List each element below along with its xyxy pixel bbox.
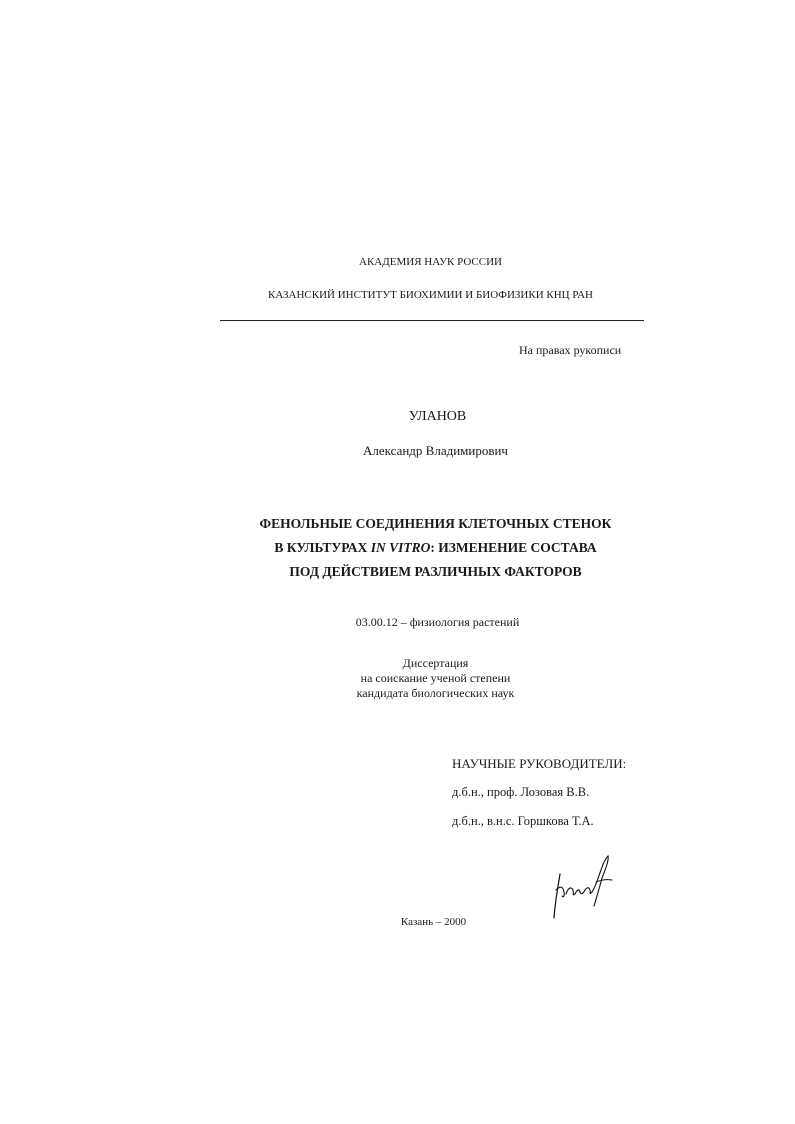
author-given-names: Александр Владимирович <box>363 443 508 458</box>
city-year: Казань – 2000 <box>400 916 467 928</box>
title-line-1: ФЕНОЛЬНЫЕ СОЕДИНЕНИЯ КЛЕТОЧНЫХ СТЕНОК <box>259 516 612 531</box>
author-surname: УЛАНОВ <box>408 409 467 424</box>
header-divider <box>220 320 644 321</box>
degree-line-3: кандидата биологических наук <box>356 686 515 700</box>
rights-note: На правах рукописи <box>519 343 622 357</box>
degree-statement <box>38 656 795 701</box>
degree-line-1: Диссертация <box>402 656 469 670</box>
title-line-3: ПОД ДЕЙСТВИЕМ РАЗЛИЧНЫХ ФАКТОРОВ <box>289 564 582 579</box>
dissertation-title <box>38 512 795 584</box>
title-line-2-prefix: В КУЛЬТУРАХ <box>274 540 371 555</box>
degree-line-2: на соискание ученой степени <box>360 671 511 685</box>
supervisors-heading: НАУЧНЫЕ РУКОВОДИТЕЛИ: <box>452 756 627 771</box>
specialty-code: 03.00.12 – физиология растений <box>355 615 520 629</box>
title-line-2 <box>38 536 795 560</box>
supervisor-second: д.б.н., в.н.с. Горшкова Т.А. <box>452 814 594 828</box>
title-line-2-suffix: : ИЗМЕНЕНИЕ СОСТАВА <box>430 540 597 555</box>
institute-name: КАЗАНСКИЙ ИНСТИТУТ БИОХИМИИ И БИОФИЗИКИ КНЦ РАН <box>268 289 593 301</box>
supervisor-first: д.б.н., проф. Лозовая В.В. <box>452 785 590 799</box>
title-line-2-italic: IN VITRO <box>370 540 431 555</box>
academy-name: АКАДЕМИЯ НАУК РОССИИ <box>359 256 502 268</box>
signature-icon <box>546 852 618 922</box>
